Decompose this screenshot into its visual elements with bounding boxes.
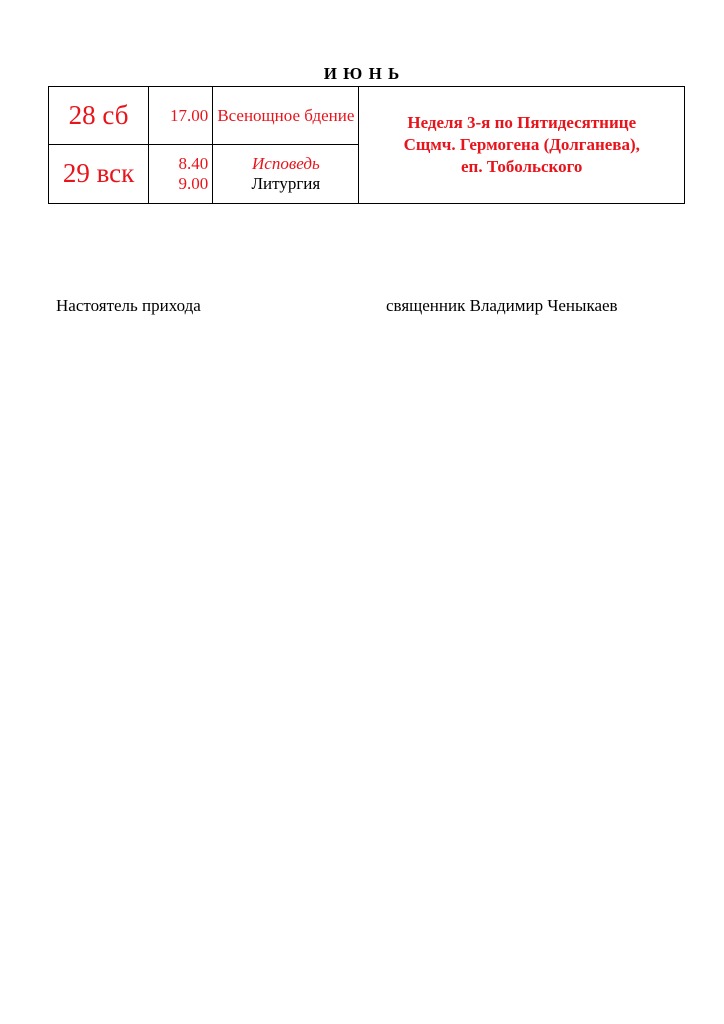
- feast-cell: [359, 87, 685, 204]
- service-time: 9.00: [178, 174, 209, 193]
- service-time: 17.00: [170, 105, 209, 125]
- service-name: Исповедь: [252, 154, 320, 174]
- feast-line: Сщмч. Гермогена (Долганева),: [403, 134, 640, 154]
- feast-line: еп. Тобольского: [461, 157, 583, 177]
- rector-name: священник Владимир Ченыкаев: [386, 296, 618, 315]
- schedule-row: [49, 87, 685, 145]
- service-time: 8.40: [178, 154, 209, 174]
- service-name: Литургия: [251, 174, 321, 193]
- date-cell: 29 вск: [49, 145, 149, 204]
- date-cell: 28 сб: [49, 87, 149, 145]
- feast-line: Неделя 3-я по Пятидесятнице: [407, 112, 637, 132]
- schedule-table: [48, 86, 685, 204]
- service-cell: [213, 87, 359, 145]
- service-cell: [213, 145, 359, 204]
- month-title: И Ю Н Ь: [323, 64, 401, 83]
- time-cell: [149, 145, 213, 204]
- rector-title: Настоятель прихода: [56, 296, 201, 315]
- service-name: Всенощное бдение: [217, 105, 355, 125]
- time-cell: [149, 87, 213, 145]
